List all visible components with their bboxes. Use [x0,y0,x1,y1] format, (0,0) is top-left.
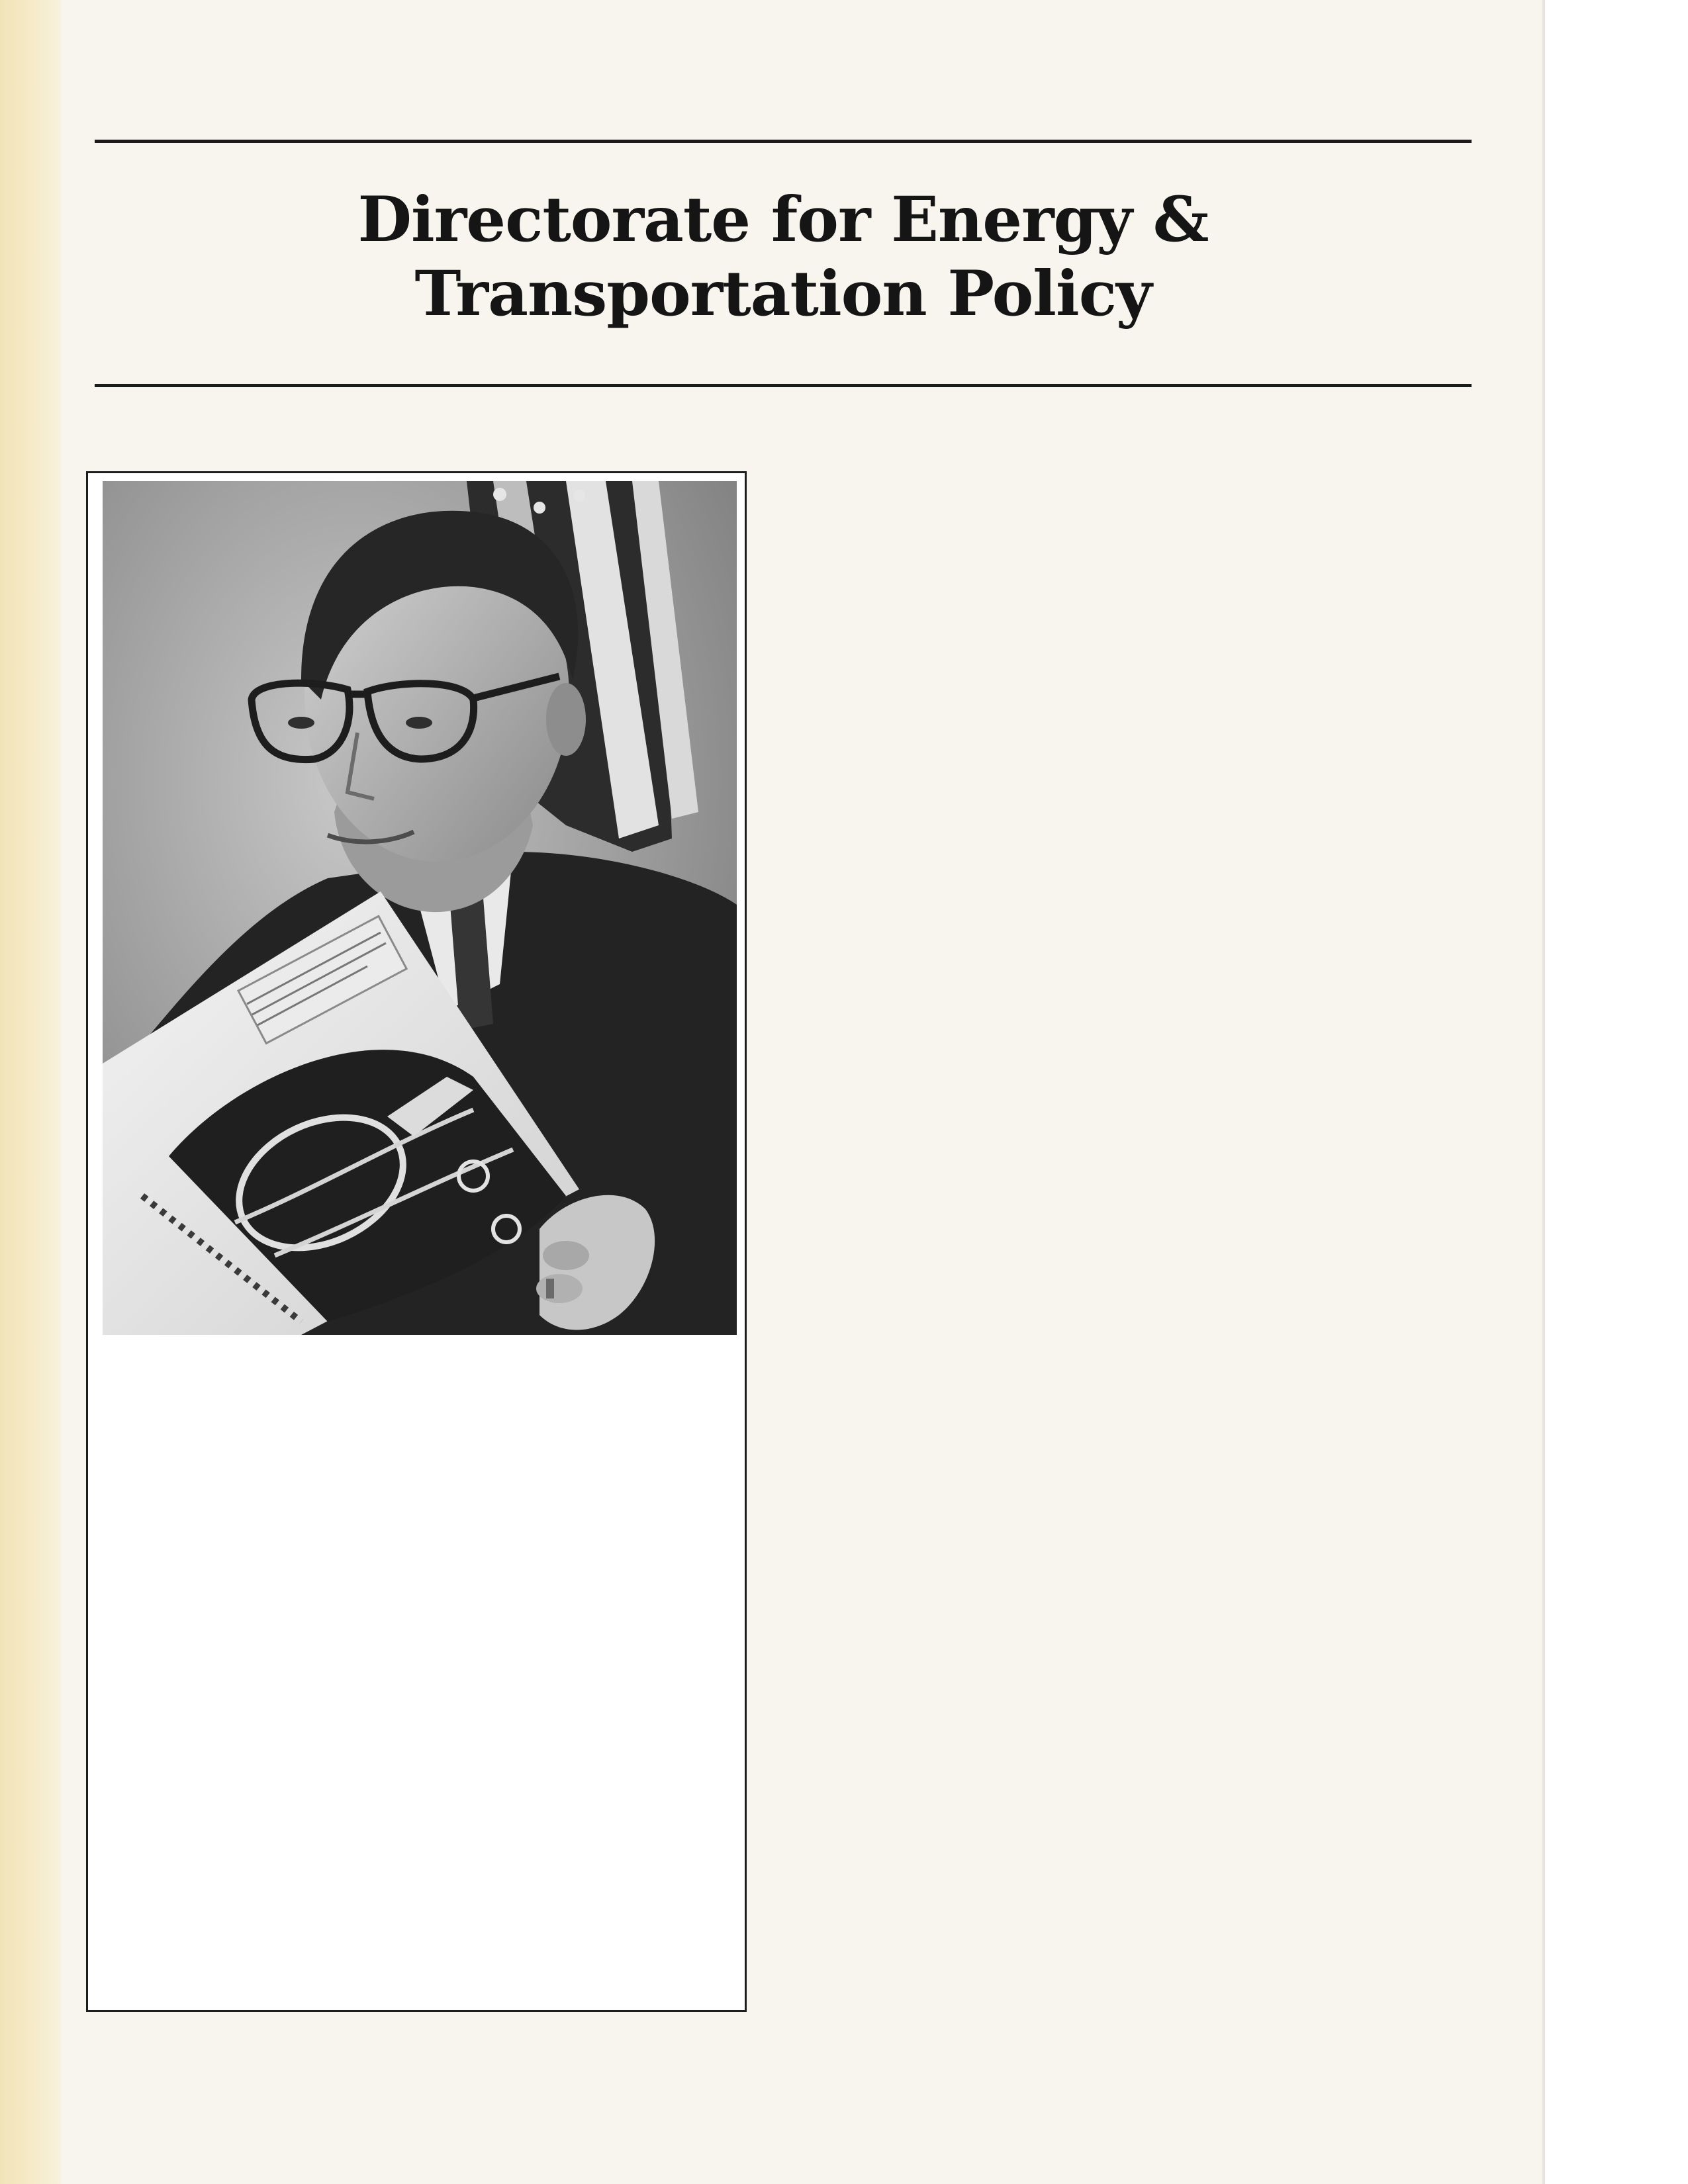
page-right-margin [1542,0,1688,2184]
bottom-rule [95,384,1472,387]
top-rule [95,140,1472,143]
page-title [95,183,1472,331]
page-title-line-1: Directorate for Energy & [357,183,1209,256]
page-binding-edge [0,0,61,2184]
page-title-line-2: Transportation Policy [414,257,1152,330]
portrait-photo [103,481,737,1335]
photo-frame [86,471,747,2012]
